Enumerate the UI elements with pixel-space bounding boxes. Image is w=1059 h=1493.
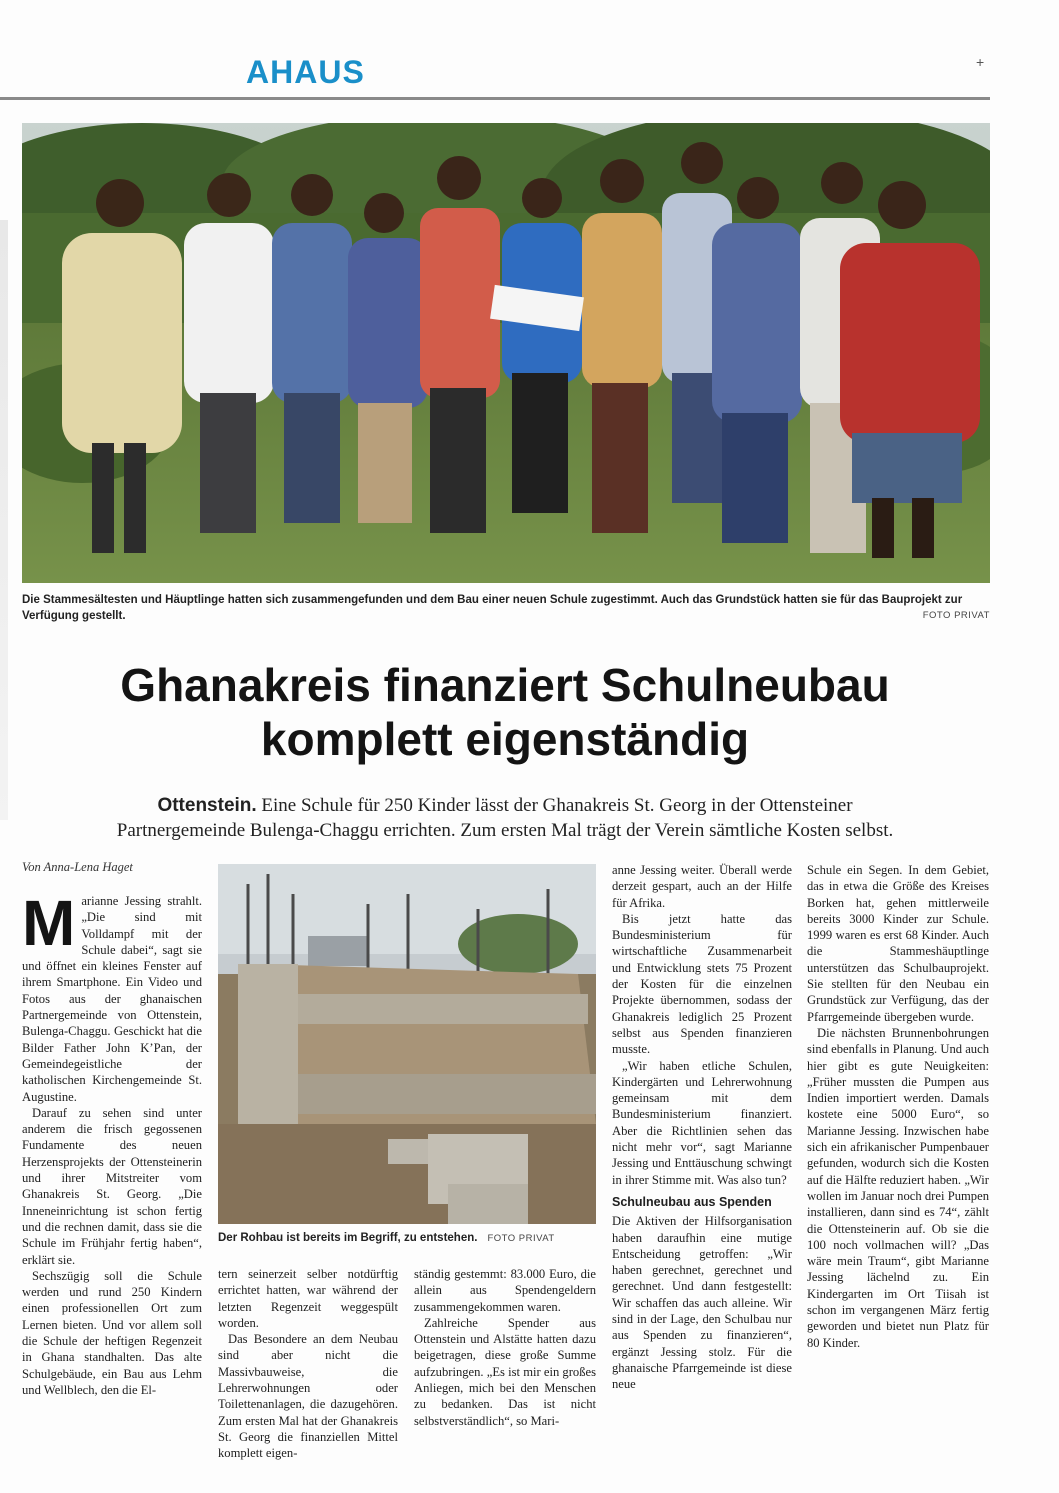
paragraph: ständig gestemmt: 83.000 Euro, die allein aus Spendengeldern zusammengekommen waren. <box>414 1267 596 1314</box>
caption-text: Der Rohbau ist bereits im Begriff, zu entstehen. <box>218 1232 478 1244</box>
construction-photo <box>218 864 596 1224</box>
headline-line-2: komplett eigenständig <box>260 713 750 765</box>
headline-line-1: Ghanakreis finanziert Schulneubau <box>120 659 890 711</box>
paragraph: Schule ein Segen. In dem Gebiet, das in etwa die Größe des Kreises Borken hat, gehen mittlerweile bereits 3000 Kinder zur Schule. 1999 waren es erst 68 Kinder. Auch die Stammeshäuptlinge unterstützen das Schulbauprojekt. Sie stellten für den Neubau ein Grundstück zur Verfügung, das der Pfarrgemeinde übergeben wurde. <box>807 863 989 1024</box>
dateline: Ottenstein. <box>157 795 257 816</box>
paragraph: Das Besondere an dem Neubau sind aber nicht die Massivbauweise, die Lehrerwohnungen oder Toilettenanlagen, die dazugehören. Zum ersten Mal hat der Ghanakreis St. Georg die finanziellen Mittel komplett eigen- <box>218 1332 398 1461</box>
photo-credit: FOTO PRIVAT <box>922 610 990 621</box>
paragraph: „Wir haben etliche Schulen, Kindergärten und Lehrerwohnung gemeinsam mit dem Bundesministerium finanziert. Aber die Richtlinien sehen das nicht mehr vor“, sagt Marianne Jessing und Enttäuschung schwingt in ihrer Stimme mit. Was also tun? <box>612 1058 792 1187</box>
article-column-4 <box>612 862 792 1393</box>
headline <box>0 658 1010 766</box>
teaser <box>0 793 1010 843</box>
corner-mark: + <box>976 54 985 70</box>
article-column-2 <box>218 1266 398 1462</box>
paragraph: Zahlreiche Spender aus Ottenstein und Alstätte hatten dazu beigetragen, diese große Summe aufzubringen. „Es ist mir ein großes Anliegen, mich bei den Menschen zu bedanken. Das ist nicht selbstverständlich“, so Mari- <box>414 1315 596 1428</box>
paragraph: Sechszügig soll die Schule werden und rund 250 Kindern einen professionellen Ort zum Lernen bieten. Und vor allem soll die Schule der heftigen Regenzeit in Ghana standhalten. Das alte Schulgebäude, ein Bau aus Lehm und Wellblech, den die El- <box>22 1268 202 1397</box>
dropcap: M <box>22 887 76 959</box>
teaser-line-1 <box>0 793 1010 818</box>
section-title: AHAUS <box>246 54 365 90</box>
article-column-5 <box>807 862 989 1351</box>
group-photo-illustration <box>22 123 990 583</box>
byline: Von Anna-Lena Haget <box>22 860 133 874</box>
paragraph: Marianne Jessing strahlt. „Die sind mit Volldampf mit der Schule dabei“, sagt sie und öffnet ein kleines Fenster auf ihrem Smartphone. Ein Video und Fotos aus der ghanaischen Partnergemeinde von Ottenstein, Bulenga-Chaggu. Geschickt hat die Bilder Father John K’Pan, der Gemeindegeistliche der katholischen Kirchengemeinde St. Augustine. <box>22 887 202 1104</box>
subheading: Schulneubau aus Spenden <box>612 1194 772 1209</box>
article-column-1 <box>22 887 202 1398</box>
teaser-text-1: Eine Schule für 250 Kinder lässt der Ghanakreis St. Georg in der Ottensteiner <box>256 795 853 816</box>
group-photo <box>22 123 990 583</box>
construction-photo-illustration <box>218 864 596 1224</box>
paragraph: anne Jessing weiter. Überall werde derzeit gespart, auch an der Hilfe für Afrika. <box>612 863 792 910</box>
teaser-line-2: Partnergemeinde Bulenga-Chaggu errichten. Zum ersten Mal trägt der Verein sämtliche Kosten selbst. <box>116 820 894 841</box>
photo-caption: Die Stammesältesten und Häuptlinge hatten sich zusammengefunden und dem Bau einer neuen Schule zugestimmt. Auch das Grundstück hatten sie für das Bauprojekt zur Verfügung gestellt. <box>22 594 963 622</box>
photo-credit-2: FOTO PRIVAT <box>487 1233 555 1244</box>
photo-caption-2 <box>218 1232 596 1244</box>
paragraph: Die Aktiven der Hilfsorganisation haben daraufhin eine mutige Entscheidung getroffen: „Wir haben gerechnet, gerechnet und gerechnet. Und dann festgestellt: Wir schaffen das auch alleine. Wir sind in der Lage, den Schulbau nur aus Spenden zu finanzieren“, ergänzt Jessing stolz. Für die ghanaische Pfarrgemeinde ist diese neue <box>612 1214 792 1392</box>
paragraph: Darauf zu sehen sind unter anderem die frisch gegossenen Fundamente des neuen Herzensprojekts der Ottensteinerin und ihrer Mitstreiter vom Ghanakreis St. Georg. „Die Inneneinrichtung ist schon fertig und die rechnen damit, dass sie die Schule im Frühjahr fertig haben“, erklärt sie. <box>22 1105 202 1267</box>
paragraph: tern seinerzeit selber notdürftig errichtet hatten, war während der letzten Regenzeit weggespült worden. <box>218 1267 398 1330</box>
article-column-3 <box>414 1266 596 1429</box>
paragraph: Bis jetzt hatte das Bundesministerium für wirtschaftliche Zusammenarbeit und Entwicklung stets 75 Prozent der Kosten für die einzelnen Projekte übernommen, sodass der Ghanakreis lediglich 25 Prozent selbst aus Spenden finanzieren musste. <box>612 911 792 1057</box>
paragraph: Die nächsten Brunnenbohrungen sind ebenfalls in Planung. Und auch hier gibt es gute Neuigkeiten: „Früher mussten die Pumpen aus Indien importiert werden. Damals kostete eine 5000 Euro“, so Marianne Jessing. Inzwischen habe sich ein afrikanischer Pumpenbauer gefunden, wodurch sich die Kosten auf die Hälfte reduziert haben. „Wir wollen im Januar noch drei Pumpen installieren, dann sind es 74“, zählt die Ottensteinerin auf. Ob sie die 100 noch vollmachen will? „Das wäre mein Traum“, gibt Marianne Jessing lächelnd zu. Ein Kindergarten im Ort Tiisah ist schon im vergangenen März fertig geworden und bietet nun Platz für 80 Kinder. <box>807 1025 989 1350</box>
header-rule <box>0 97 990 100</box>
